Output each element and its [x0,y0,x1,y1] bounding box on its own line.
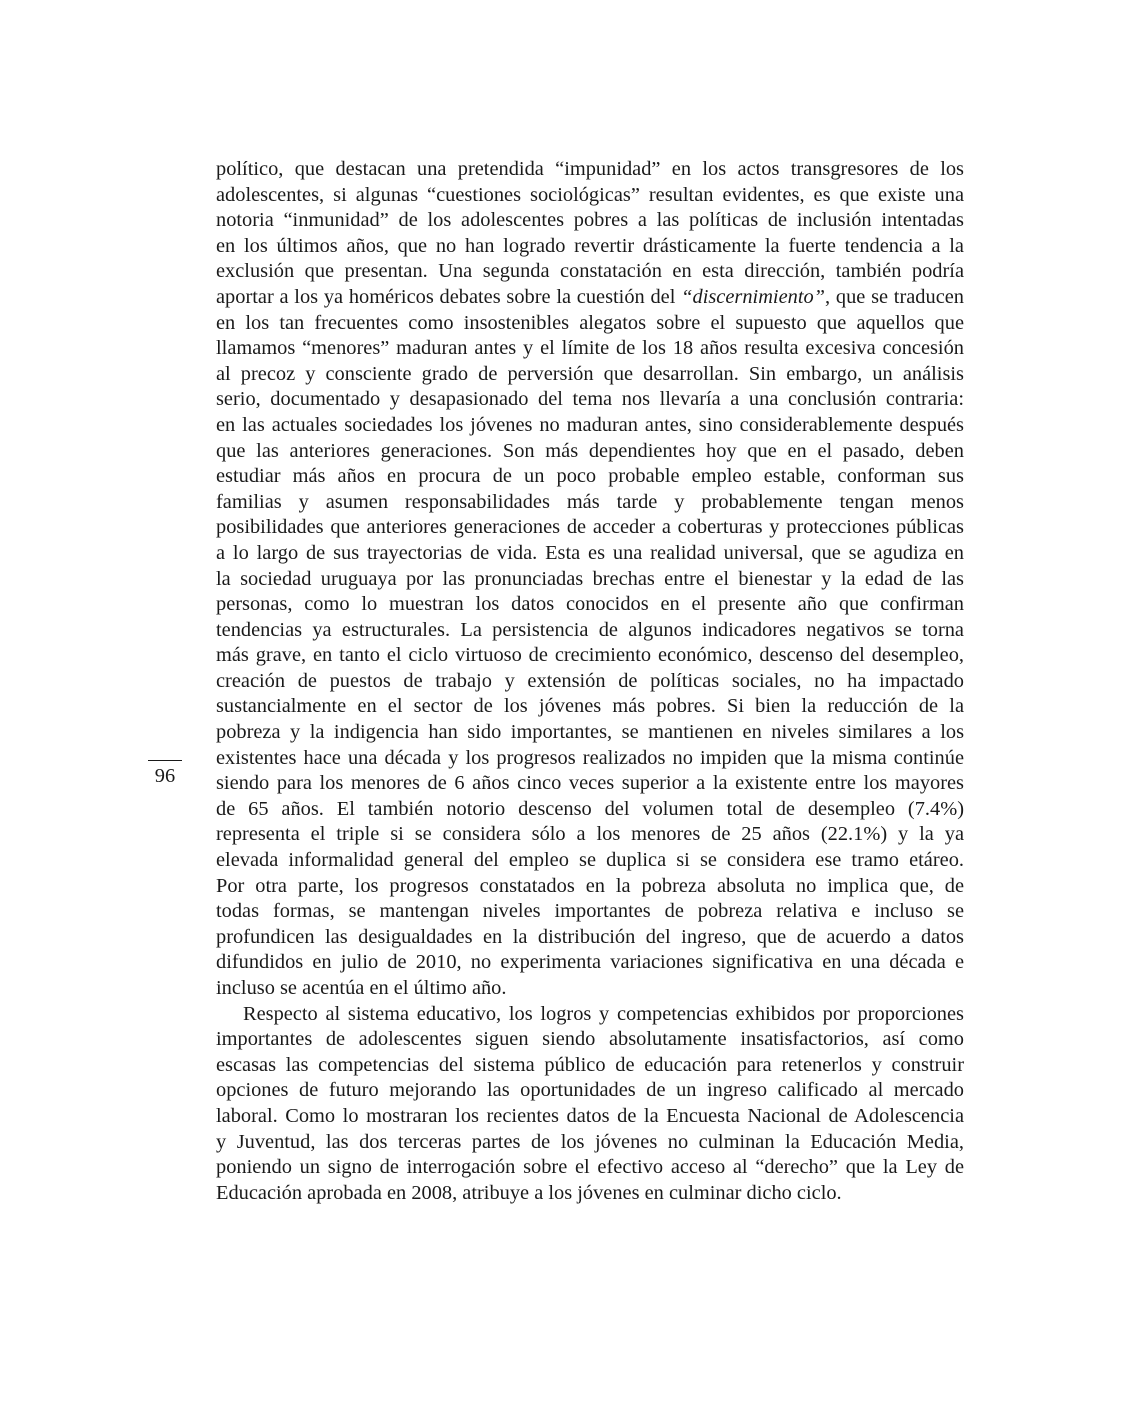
text-line: exclusión que presentan. Una segunda constatación en esta dirección, también podría [216,260,964,283]
text-line: creación de puestos de trabajo y extensión de políticas sociales, no ha impactado [216,669,964,692]
text-line: en las actuales sociedades los jóvenes no maduran antes, sino considerablemente después [216,413,964,436]
text-line: que las anteriores generaciones. Son más dependientes hoy que en el pasado, deben [216,439,964,462]
text-line: pobreza y la indigencia han sido importantes, se mantienen en niveles similares a los [216,721,964,744]
text-line: laboral. Como lo mostraran los recientes datos de la Encuesta Nacional de Adolescencia [216,1104,964,1127]
text-line: familias y asumen responsabilidades más tarde y probablemente tengan menos [216,490,964,513]
text-line: representa el triple si se considera sólo a los menores de 25 años (22.1%) y la ya [216,823,964,846]
text-line: posibilidades que anteriores generaciones de acceder a coberturas y protecciones públicas [216,516,964,539]
text-line: sustancialmente en el sector de los jóvenes más pobres. Si bien la reducción de la [216,695,964,718]
text-line: al precoz y consciente grado de perversión que desarrollan. Sin embargo, un análisis [216,362,964,385]
text-line: opciones de futuro mejorando las oportunidades de un ingreso calificado al mercado [216,1079,964,1102]
text-segment: , que se traducen [825,285,964,308]
text-line: Educación aprobada en 2008, atribuye a los jóvenes en culminar dicho ciclo. [216,1181,842,1204]
text-line: siendo para los menores de 6 años cinco veces superior a la existente entre los mayores [216,772,964,795]
body-text [216,157,964,1206]
text-segment: aportar a los ya homéricos debates sobre la cuestión del [216,285,682,308]
text-line: escasas las competencias del sistema público de educación para retenerlos y construir [216,1053,964,1076]
text-line: en los tan frecuentes como insostenibles alegatos sobre el supuesto que aquellos que [216,311,964,334]
text-line: la sociedad uruguaya por las pronunciadas brechas entre el bienestar y la edad de las [216,567,964,590]
text-line: incluso se acentúa en el último año. [216,977,507,999]
text-line: llamamos “menores” maduran antes y el límite de los 18 años resulta excesiva concesión [216,337,964,360]
paragraph [216,1002,964,1207]
text-line: profundicen las desigualdades en la distribución del ingreso, que de acuerdo a datos [216,925,964,948]
text-line: tendencias ya estructurales. La persistencia de algunos indicadores negativos se torna [216,618,964,641]
text-line: serio, documentado y desapasionado del tema nos llevaría a una conclusión contraria: [216,388,964,411]
text-line: de 65 años. El también notorio descenso del volumen total de desempleo (7.4%) [216,797,964,820]
text-line: todas formas, se mantengan niveles importantes de pobreza relativa e incluso se [216,900,964,923]
text-line: estudiar más años en procura de un poco probable empleo estable, conforman sus [216,465,964,488]
text-line: elevada informalidad general del empleo se duplica si se considera ese tramo etáreo. [216,849,964,872]
text-line: Por otra parte, los progresos constatados en la pobreza absoluta no implica que, de [216,874,964,897]
text-line: difundidos en julio de 2010, no experimenta variaciones significativa en una década e [216,951,964,974]
italic-term: “discernimiento” [681,285,826,308]
text-line: existentes hace una década y los progresos realizados no impiden que la misma continúe [216,746,964,769]
text-line: personas, como lo muestran los datos conocidos en el presente año que confirman [216,593,964,616]
text-line: más grave, en tanto el ciclo virtuoso de crecimiento económico, descenso del desempleo, [216,644,964,667]
text-line: notoria “inmunidad” de los adolescentes pobres a las políticas de inclusión intentadas [216,209,964,232]
text-line: a lo largo de sus trayectorias de vida. Esta es una realidad universal, que se agudiza en [216,541,964,564]
text-line: político, que destacan una pretendida “impunidad” en los actos transgresores de los [216,158,964,180]
paragraph [216,157,964,1002]
text-line [216,285,964,311]
text-line: y Juventud, las dos terceras partes de los jóvenes no culminan la Educación Media, [216,1130,964,1153]
text-line: en los últimos años, que no han logrado revertir drásticamente la fuerte tendencia a la [216,234,964,257]
page-number: 96 [148,760,182,788]
text-line: poniendo un signo de interrogación sobre el efectivo acceso al “derecho” que la Ley de [216,1156,964,1179]
text-line: Respecto al sistema educativo, los logros y competencias exhibidos por proporciones [243,1002,964,1025]
text-line: importantes de adolescentes siguen siendo absolutamente insatisfactorios, así como [216,1028,964,1051]
text-line: adolescentes, si algunas “cuestiones sociológicas” resultan evidentes, es que existe una [216,183,964,206]
